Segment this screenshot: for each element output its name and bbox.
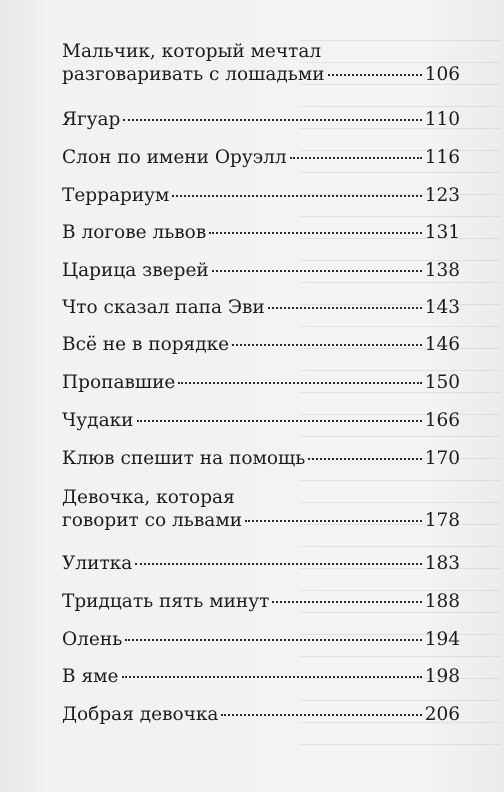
toc-entry-title: Что сказал папа Эви — [62, 297, 265, 318]
toc-entry — [62, 628, 460, 651]
toc-entry — [62, 703, 460, 726]
toc-entry — [62, 184, 460, 207]
toc-entry-title-line1: Мальчик, который мечтал — [62, 41, 322, 62]
dot-leader — [123, 119, 421, 121]
dot-leader — [122, 676, 422, 678]
toc-entry-page: 194 — [424, 629, 460, 650]
toc-entry — [62, 552, 460, 575]
toc-entry-title: Пропавшие — [62, 372, 176, 393]
toc-entry-title: разговаривать с лошадьми — [62, 64, 325, 85]
dot-leader — [290, 157, 422, 159]
toc-entry-page: 198 — [424, 666, 460, 687]
toc-entry-page: 150 — [424, 372, 460, 393]
dot-leader — [245, 520, 422, 522]
toc-entry-title-line1: Девочка, которая — [62, 487, 235, 508]
toc-entry — [62, 665, 460, 688]
toc-entry-page: 146 — [424, 334, 460, 355]
dot-leader — [135, 563, 421, 565]
toc-entry-line — [62, 63, 460, 86]
toc-entry-title: Тридцать пять минут — [62, 591, 270, 612]
dot-leader — [268, 307, 422, 309]
toc-entry — [62, 296, 460, 319]
dot-leader — [178, 382, 421, 384]
toc-entry — [62, 146, 460, 169]
dot-leader — [212, 270, 422, 272]
toc-entry-page: 206 — [424, 704, 460, 725]
toc-entry-page: 131 — [424, 222, 460, 243]
toc-entry-title: Ягуар — [62, 109, 121, 130]
toc-entry-page: 166 — [424, 410, 460, 431]
toc-entry — [62, 447, 460, 470]
dot-leader — [328, 74, 422, 76]
toc-entry-page: 178 — [424, 510, 460, 531]
toc-entry-page: 106 — [424, 64, 460, 85]
toc-entry — [62, 590, 460, 613]
toc-entry-title: Чудаки — [62, 410, 134, 431]
toc-entry — [62, 221, 460, 244]
toc-entry-title: В яме — [62, 666, 119, 687]
toc-entry-title: Террариум — [62, 185, 170, 206]
toc-entry-page: 116 — [424, 147, 460, 168]
dot-leader — [221, 714, 421, 716]
toc-entry — [62, 40, 460, 86]
toc-entry-page: 183 — [424, 553, 460, 574]
toc-entry — [62, 333, 460, 356]
toc-entry-page: 138 — [424, 260, 460, 281]
dot-leader — [209, 232, 421, 234]
toc-entry-title: Добрая девочка — [62, 704, 219, 725]
toc-entry — [62, 371, 460, 394]
toc-entry — [62, 409, 460, 432]
dot-leader — [172, 195, 421, 197]
toc-entry-title: Всё не в порядке — [62, 334, 230, 355]
toc-entry-page: 110 — [424, 109, 460, 130]
toc-entry-title: говорит со львами — [62, 510, 243, 531]
toc-entry-page: 123 — [424, 185, 460, 206]
dot-leader — [232, 344, 422, 346]
dot-leader — [272, 601, 421, 603]
toc-entry-page: 188 — [424, 591, 460, 612]
dot-leader — [137, 420, 422, 422]
toc-entry — [62, 486, 460, 532]
toc-entry — [62, 108, 460, 131]
toc-entry-title: Клюв спешит на помощь — [62, 448, 306, 469]
toc-entry-title: Улитка — [62, 553, 133, 574]
toc-entry — [62, 259, 460, 282]
toc-entry-title: Царица зверей — [62, 260, 209, 281]
toc-entry-page: 143 — [424, 297, 460, 318]
toc-entry-title: Слон по имени Оруэлл — [62, 147, 287, 168]
toc-entry-title: В логове львов — [62, 222, 207, 243]
toc-entry-page: 170 — [424, 448, 460, 469]
toc-entry-title: Олень — [62, 629, 123, 650]
dot-leader — [308, 458, 421, 460]
dot-leader — [125, 639, 421, 641]
